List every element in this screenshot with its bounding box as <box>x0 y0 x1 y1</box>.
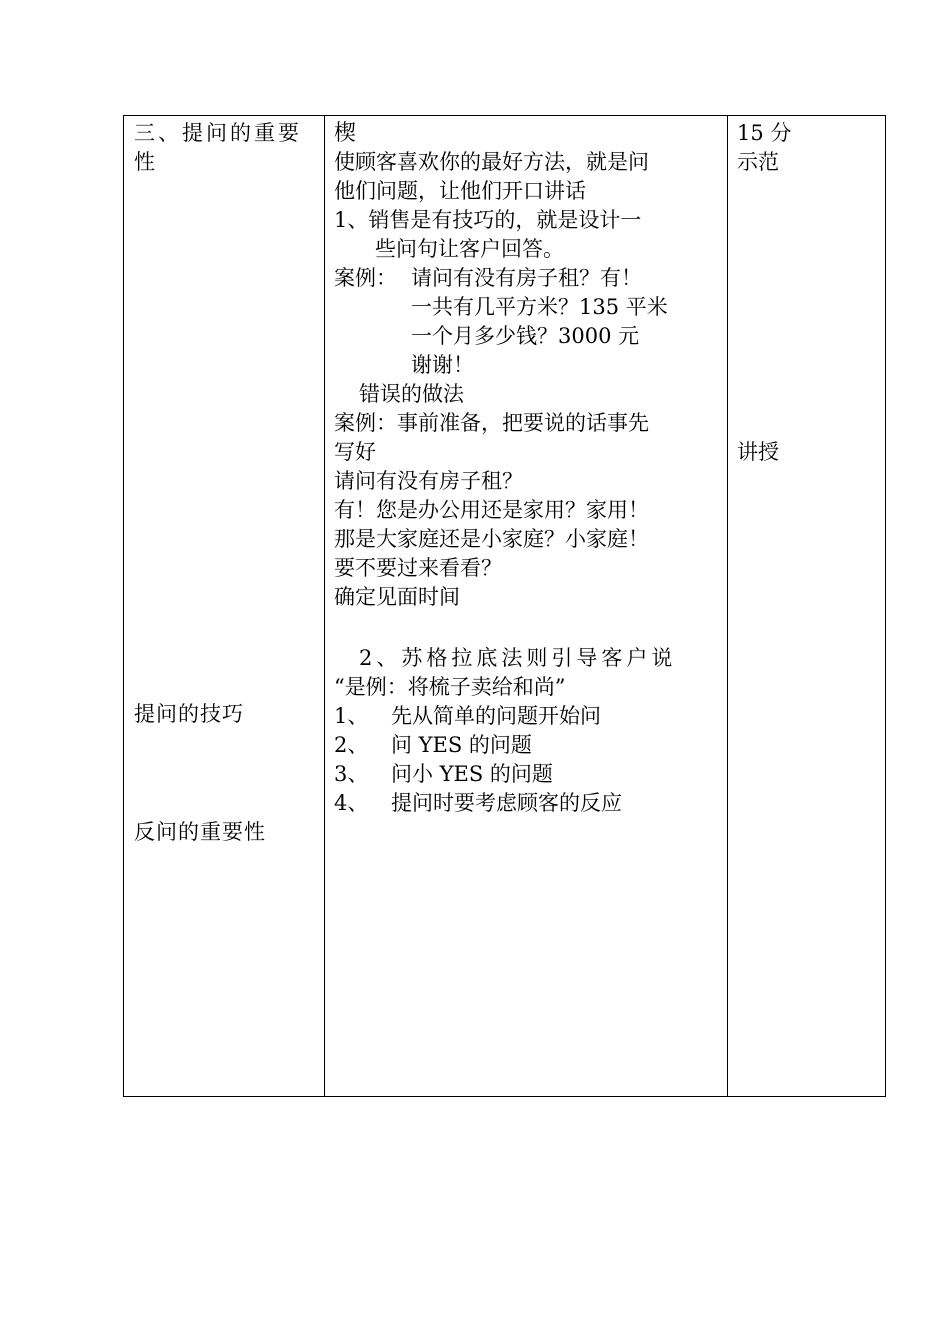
method-column <box>728 116 885 1096</box>
dialog-line: 请问有没有房子租？ <box>334 469 523 493</box>
socratic-line: 2、苏格拉底法则引导客户说 <box>359 646 677 670</box>
list-item-number: 3、 <box>334 762 369 786</box>
counter-question-label: 反问的重要性 <box>134 820 266 844</box>
intro-line: 他们问题，让他们开口讲话 <box>334 179 586 203</box>
list-item-text: 先从简单的问题开始问 <box>391 704 601 728</box>
list-item-text: 问小 YES 的问题 <box>391 762 553 786</box>
method-label: 讲授 <box>737 440 779 464</box>
content-column <box>325 116 727 1096</box>
dialog-line: 有！您是办公用还是家用？家用！ <box>334 498 649 522</box>
method-label: 示范 <box>737 150 779 174</box>
dialog-line: 确定见面时间 <box>334 585 460 609</box>
case1-dialog: 谢谢！ <box>411 353 474 377</box>
dialog-line: 那是大家庭还是小家庭？小家庭！ <box>334 527 649 551</box>
section-title-text: 三、提问的重要 <box>134 121 302 145</box>
list-item-number: 2、 <box>334 733 369 757</box>
dialog-line: 要不要过来看看？ <box>334 556 502 580</box>
case1-dialog: 请问有没有房子租？有！ <box>411 266 642 290</box>
case2-line: 案例：事前准备，把要说的话事先 <box>334 411 649 435</box>
point1-line: 1、销售是有技巧的，就是设计一 <box>334 208 642 232</box>
section-title-line1 <box>134 119 317 148</box>
list-item-text: 问 YES 的问题 <box>391 733 532 757</box>
case1-dialog: 一共有几平方米？135 平米 <box>411 295 668 319</box>
content-heading: 楔 <box>334 121 357 146</box>
section-title-line2: 性 <box>134 150 155 174</box>
case1-label: 案例： <box>334 266 397 290</box>
wrong-method-label: 错误的做法 <box>359 382 464 406</box>
list-item-number: 4、 <box>334 791 369 815</box>
technique-label: 提问的技巧 <box>134 702 244 726</box>
intro-line: 使顾客喜欢你的最好方法，就是问 <box>334 150 649 174</box>
case1-dialog: 一个月多少钱？3000 元 <box>411 324 640 348</box>
list-item-text: 提问时要考虑顾客的反应 <box>391 791 622 815</box>
case2-line: 写好 <box>334 440 376 464</box>
list-item-number: 1、 <box>334 704 369 728</box>
topic-column <box>124 116 324 1096</box>
lesson-table <box>123 115 886 1097</box>
duration-label: 15 分 <box>737 121 792 145</box>
socratic-line: “是例：将梳子卖给和尚” <box>334 675 566 699</box>
point1-line: 些问句让客户回答。 <box>375 237 564 261</box>
